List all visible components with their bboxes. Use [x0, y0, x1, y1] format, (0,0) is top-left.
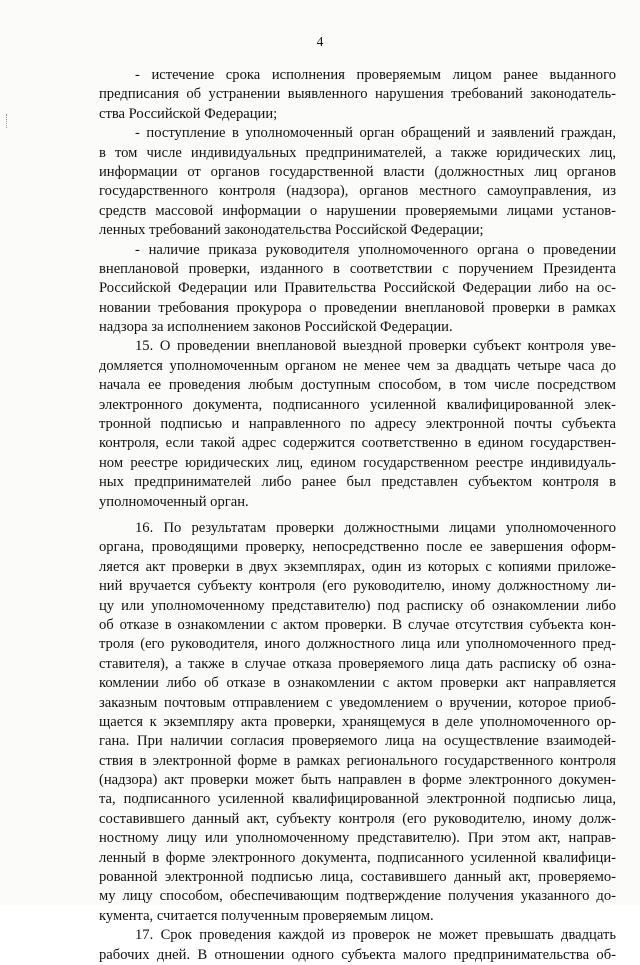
text-line: му лицу способом, обеспечивающим подтверждение получения указанного до- — [99, 888, 616, 905]
page-number: 4 — [316, 34, 324, 49]
text-line: Российской Федерации или Правительства Российской Федерации либо на ос- — [99, 280, 616, 297]
text-line: информации от органов государственной власти (должностных лиц органов — [99, 163, 616, 180]
text-line: ностному лицу или уполномоченному представителю). При этом акт, направ- — [99, 830, 616, 847]
text-line: щается к экземпляру акта проверки, хранящемуся в деле уполномоченного ор- — [99, 713, 616, 730]
text-line: домляется уполномоченным органом не менее чем за двадцать четыре часа до — [99, 357, 616, 374]
text-line: ленный в форме электронного документа, подписанного усиленной квалифици- — [99, 849, 616, 866]
text-line: контроля, если такой адрес содержится соответственно в едином государствен- — [99, 435, 616, 452]
text-line: ставителя), а также в случае отказа проверяемого лица дать расписку об озна- — [99, 655, 616, 672]
text-line: - наличие приказа руководителя уполномоченного органа о проведении — [135, 241, 616, 258]
text-line: - истечение срока исполнения проверяемым лицом ранее выданного — [135, 67, 616, 83]
body-text — [99, 66, 616, 965]
text-line: цу или уполномоченному представителю) под расписку об ознакомлении либо — [99, 597, 616, 614]
text-line: ства Российской Федерации; — [99, 105, 278, 122]
text-line: новании требования прокурора о проведении внеплановой проверки в рамках — [99, 299, 616, 316]
text-line: тронной подписью и направленного по адресу электронной почты субъекта — [99, 416, 616, 433]
text-line: - поступление в уполномоченный орган обращений и заявлений граждан, — [135, 125, 616, 142]
text-line: внеплановой проверки, изданного в соответствии с поручением Президента — [99, 260, 616, 277]
text-line: составившего данный акт, субъекту контроля (его руководителю, иному долж- — [99, 810, 616, 827]
text-line: рованной электронной подписью лица, составившего данный акт, проверяемо- — [99, 869, 616, 886]
text-line: 16. По результатам проверки должностными лицами уполномоченного — [135, 519, 616, 536]
text-line: начала ее проведения любым доступным способом, в том числе посредством — [99, 377, 616, 394]
text-line: об отказе в ознакомлении с актом проверки. В случае отсутствия субъекта кон- — [99, 616, 616, 633]
text-line: 15. О проведении внеплановой выездной проверки субъект контроля уве- — [135, 338, 616, 355]
text-line: средств массовой информации о нарушении проверяемыми лицами установ- — [99, 202, 616, 219]
text-line: кумента, считается полученным проверяемым лицом. — [99, 907, 434, 924]
text-line: электронного документа, подписанного усиленной квалифицированной элек- — [99, 396, 616, 413]
text-line: в том числе индивидуальных предпринимателей, а также юридических лиц, — [99, 144, 616, 161]
text-line: органа, проводящими проверку, непосредственно после ее завершения оформ- — [99, 539, 616, 556]
text-line: уполномоченный орган. — [99, 493, 249, 510]
text-line: рабочих дней. В отношении одного субъекта малого предпринимательства об- — [99, 946, 616, 963]
text-line: 17. Срок проведения каждой из проверок не может превышать двадцать — [135, 927, 616, 944]
text-line: троля (его руководителя, иного должностного лица или уполномоченного пред- — [99, 636, 616, 653]
text-line: ленных требований законодательства Российской Федерации; — [99, 222, 484, 239]
text-line: надзора за исполнением законов Российской Федерации. — [99, 319, 453, 336]
text-line: предписания об устранении выявленного нарушения требований законодатель- — [99, 86, 616, 103]
text-line: ний вручается субъекту контроля (его руководителю, иному должностному ли- — [99, 578, 616, 595]
text-line: (надзора) акт проверки может быть направлен в форме электронного докумен- — [99, 772, 616, 789]
text-line: ных предпринимателей либо ранее был представлен субъектом контроля в — [99, 474, 616, 491]
text-line: государственного контроля (надзора), органов местного самоуправления, из — [99, 183, 616, 200]
text-line: та, подписанного усиленной квалифицированной электронной подписью лица, — [99, 791, 616, 808]
text-line: ном реестре юридических лиц, едином государственном реестре индивидуаль- — [99, 454, 616, 471]
text-line: гана. При наличии согласия проверяемого лица на осуществление взаимодей- — [99, 733, 616, 750]
text-line: ствия в электронной форме в рамках регионального государственного контроля — [99, 752, 616, 769]
text-line: комлении либо об отказе в ознакомлении с актом проверки акт направляется — [99, 675, 616, 692]
text-line: ляется акт проверки в двух экземплярах, один из которых с копиями приложе- — [99, 558, 616, 575]
text-line: заказным почтовым отправлением с уведомлением о вручении, которое приоб- — [99, 694, 616, 711]
margin-mark — [6, 114, 9, 128]
